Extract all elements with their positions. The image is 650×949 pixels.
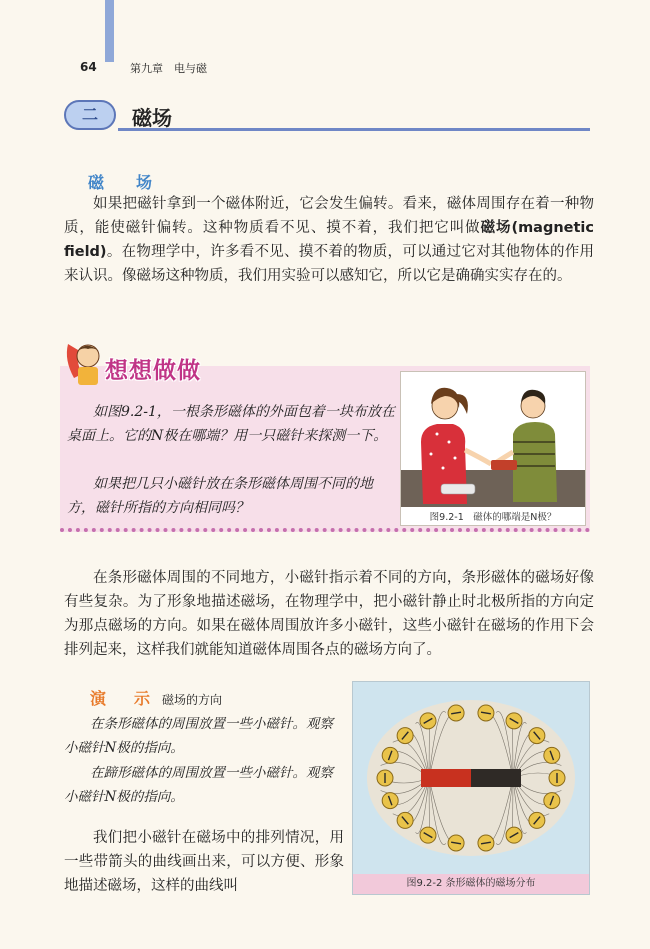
intro-text-a: 如果把磁针拿到一个磁体附近，它会发生偏转。看来，磁体周围存在着一种物质，能使磁针偏转。这种物质看不见、摸不着，我们把它叫做	[64, 196, 594, 236]
section-number-badge: 二	[64, 100, 116, 130]
term-magnetic-field: 磁场	[480, 220, 512, 236]
term-english: (magnetic field)	[64, 220, 594, 260]
activity-paragraph-2: 如果把几只小磁针放在条形磁体周围不同的地方，磁针所指的方向相同吗？	[67, 476, 373, 516]
chapter-title: 第九章 电与磁	[130, 62, 207, 75]
figure-caption-9-2-2: 图9.2-2 条形磁体的磁场分布	[353, 874, 589, 894]
section-title: 磁场	[132, 106, 172, 130]
header-color-bar	[105, 0, 114, 62]
page-number: 64	[80, 60, 97, 74]
demo-subtitle: 磁场的方向	[162, 693, 223, 707]
thinking-kid-icon	[60, 330, 110, 394]
demo-paragraph-1: 在条形磁体的周围放置一些小磁针。观察小磁针N极的指向。	[64, 716, 333, 756]
figure-caption-9-2-1: 图9.2-1 磁体的哪端是N极？	[429, 512, 557, 523]
intro-paragraph	[64, 192, 594, 288]
demo-heading	[90, 686, 222, 709]
body-paragraph-2: 在条形磁体周围的不同地方，小磁针指示着不同的方向，条形磁体的磁场好像有些复杂。为了形象地描述磁场，在物理学中，把小磁针静止时北极所指的方向定为那点磁场的方向。如果在磁体周围放许多小磁针，这些小磁针在磁场的作用下会排列起来，这样我们就能知道磁体周围各点的磁场方向了。	[64, 570, 594, 658]
figure-bar-magnet-field	[352, 681, 590, 895]
body-paragraph-3: 我们把小磁针在磁场中的排列情况，用一些带箭头的曲线画出来，可以方便、形象地描述磁场，这样的曲线叫	[64, 830, 344, 894]
activity-title: 想想做做	[105, 358, 201, 384]
figure-kids-magnet	[400, 371, 586, 526]
intro-text-b: 。在物理学中，许多看不见、摸不着的物质，可以通过它对其他物体的作用来认识。像磁场这种物质，我们用实验可以感知它，所以它是确确实实存在的。	[64, 244, 594, 284]
activity-paragraph-1: 如图9.2-1，一根条形磁体的外面包着一块布放在桌面上。它的N极在哪端？用一只磁针来探测一下。	[67, 404, 395, 444]
demo-label: 演 示	[90, 689, 157, 708]
subsection-heading: 磁 场	[88, 173, 161, 192]
demo-paragraph-2: 在蹄形磁体的周围放置一些小磁针。观察小磁针N极的指向。	[64, 765, 333, 805]
section-divider	[118, 128, 590, 131]
